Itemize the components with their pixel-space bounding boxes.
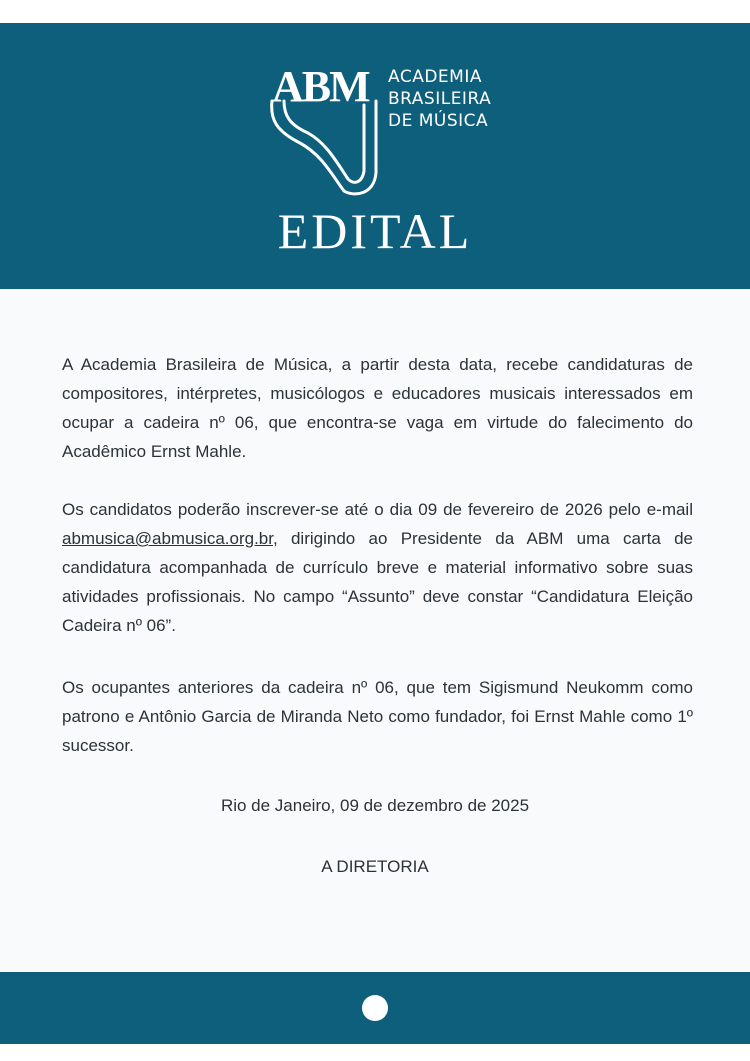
abm-logo-mark [266, 61, 384, 197]
logo-abm-letters: ABM [272, 62, 369, 111]
place-date: Rio de Janeiro, 09 de dezembro de 2025 [220, 796, 530, 815]
logo-wordmark [388, 66, 491, 132]
header-banner [0, 23, 750, 289]
abm-logo [0, 23, 750, 203]
signature: A DIRETORIA [321, 857, 429, 876]
footer-banner [0, 972, 750, 1044]
registration-text-start: Os candidatos poderão inscrever-se até o dia 09 de fevereiro de 2026 pelo e-mail [62, 500, 693, 519]
document-body [0, 289, 750, 972]
email-link[interactable]: abmusica@abmusica.org.br [62, 529, 273, 548]
logo-line-1: ACADEMIA [388, 67, 482, 87]
logo-line-3: DE MÚSICA [388, 111, 489, 131]
paragraph-registration [62, 495, 693, 640]
registration-text-end: , dirigindo ao Presidente da ABM uma carta de candidatura acompanhada de currículo breve e material informativo sobre suas atividades profissionais. No campo “Assunto” deve constar “Candidatura Eleição Cadeira nº 06”. [62, 529, 693, 635]
page-title: EDITAL [277, 203, 473, 259]
logo-line-2: BRASILEIRA [388, 89, 492, 109]
paragraph-announcement: A Academia Brasileira de Música, a partir desta data, recebe candidaturas de compositores, intérpretes, musicólogos e educadores musicais interessados em ocupar a cadeira nº 06, que encontra-se vaga em virtude do falecimento do Acadêmico Ernst Mahle. [62, 355, 693, 461]
footer-dot-icon [362, 995, 388, 1021]
paragraph-previous-occupants: Os ocupantes anteriores da cadeira nº 06, que tem Sigismund Neukomm como patrono e Antônio Garcia de Miranda Neto como fundador, foi Ernst Mahle como 1º sucessor. [62, 678, 693, 755]
